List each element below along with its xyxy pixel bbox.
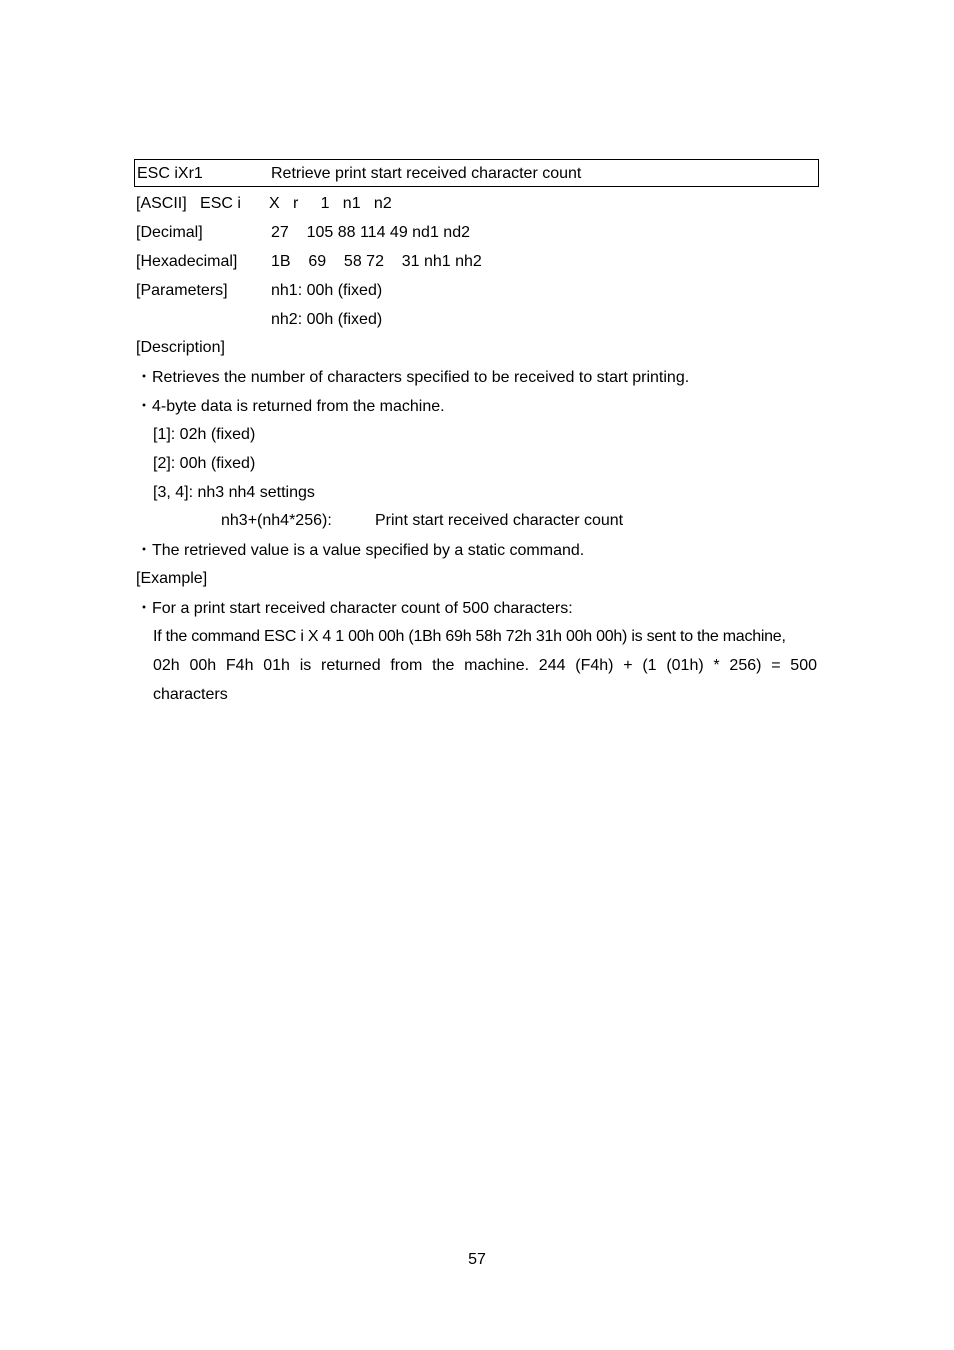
example-heading: [Example] — [136, 570, 208, 587]
ascii-value: X r 1 n1 n2 — [269, 195, 392, 212]
command-title: Retrieve print start received character count — [271, 165, 582, 182]
parameter-nh1: nh1: 00h (fixed) — [271, 282, 383, 299]
parameter-nh2: nh2: 00h (fixed) — [271, 311, 383, 328]
formula: nh3+(nh4*256): — [221, 512, 332, 529]
description-bullet-1: ・Retrieves the number of characters specified to be received to start printing. — [136, 369, 690, 386]
decimal-value: 27 105 88 114 49 nd1 nd2 — [271, 224, 470, 241]
description-bullet-2: ・4-byte data is returned from the machine. — [136, 398, 445, 415]
formula-description: Print start received character count — [375, 512, 624, 529]
command-name: ESC iXr1 — [137, 165, 203, 182]
return-byte-3-4: [3, 4]: nh3 nh4 settings — [153, 484, 315, 501]
command-header-box — [134, 159, 819, 187]
page-number: 57 — [468, 1251, 486, 1268]
ascii-label: [ASCII] ESC i — [136, 195, 241, 212]
example-line-3: characters — [153, 686, 228, 703]
example-bullet-1: ・For a print start received character count of 500 characters: — [136, 600, 573, 617]
parameters-label: [Parameters] — [136, 282, 228, 299]
hexadecimal-label: [Hexadecimal] — [136, 253, 238, 270]
description-bullet-3: ・The retrieved value is a value specified by a static command. — [136, 542, 585, 559]
return-byte-2: [2]: 00h (fixed) — [153, 455, 256, 472]
decimal-label: [Decimal] — [136, 224, 203, 241]
return-byte-1: [1]: 02h (fixed) — [153, 426, 256, 443]
example-line-2: 02h 00h F4h 01h is returned from the machine. 244 (F4h) + (1 (01h) * 256) = 500 — [153, 657, 817, 674]
hexadecimal-value: 1B 69 58 72 31 nh1 nh2 — [271, 253, 482, 270]
description-heading: [Description] — [136, 339, 225, 356]
example-line-1: If the command ESC i X 4 1 00h 00h (1Bh 69h 58h 72h 31h 00h 00h) is sent to the machine, — [153, 628, 786, 645]
